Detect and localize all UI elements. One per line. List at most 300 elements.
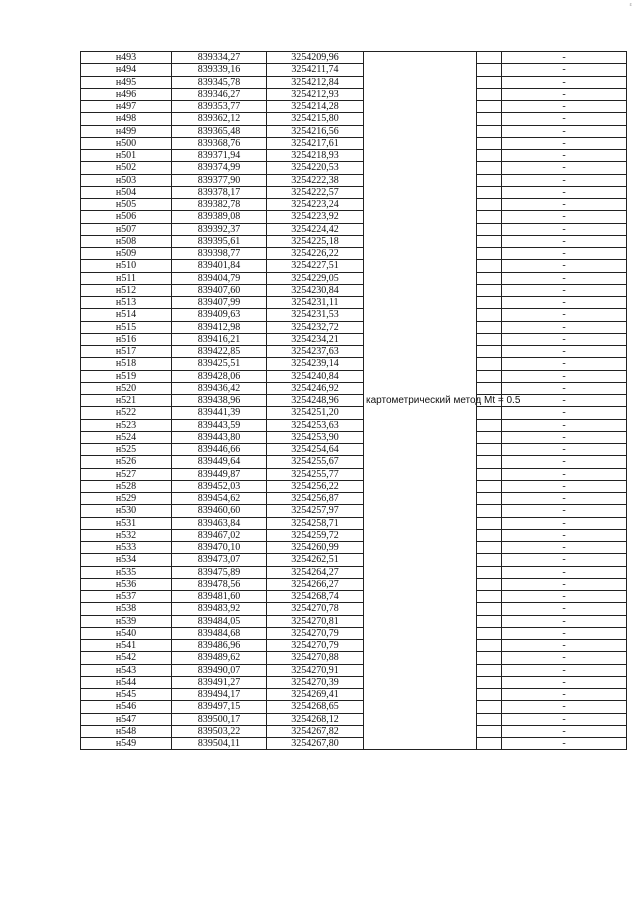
x-coordinate-cell: 839412,98 xyxy=(172,321,267,333)
blank-cell xyxy=(477,174,502,186)
blank-cell xyxy=(477,468,502,480)
table-row xyxy=(81,689,627,701)
x-coordinate-cell: 839454,62 xyxy=(172,493,267,505)
point-name-cell: н509 xyxy=(81,248,172,260)
table-row xyxy=(81,211,627,223)
table-row xyxy=(81,591,627,603)
table-row xyxy=(81,456,627,468)
x-coordinate-cell: 839407,60 xyxy=(172,284,267,296)
blank-cell xyxy=(477,407,502,419)
y-coordinate-cell: 3254237,63 xyxy=(267,346,364,358)
y-coordinate-cell: 3254217,61 xyxy=(267,137,364,149)
accuracy-cell: - xyxy=(502,125,627,137)
accuracy-cell: - xyxy=(502,689,627,701)
table-row xyxy=(81,321,627,333)
table-row xyxy=(81,223,627,235)
y-coordinate-cell: 3254270,88 xyxy=(267,652,364,664)
y-coordinate-cell: 3254218,93 xyxy=(267,150,364,162)
y-coordinate-cell: 3254253,63 xyxy=(267,419,364,431)
accuracy-cell: - xyxy=(502,529,627,541)
table-row xyxy=(81,627,627,639)
point-name-cell: н538 xyxy=(81,603,172,615)
accuracy-cell: - xyxy=(502,76,627,88)
table-row xyxy=(81,260,627,272)
accuracy-cell: - xyxy=(502,640,627,652)
blank-cell xyxy=(477,591,502,603)
x-coordinate-cell: 839470,10 xyxy=(172,542,267,554)
blank-cell xyxy=(477,223,502,235)
y-coordinate-cell: 3254270,79 xyxy=(267,627,364,639)
blank-cell xyxy=(477,689,502,701)
y-coordinate-cell: 3254254,64 xyxy=(267,444,364,456)
accuracy-cell: - xyxy=(502,370,627,382)
point-name-cell: н515 xyxy=(81,321,172,333)
accuracy-cell: - xyxy=(502,186,627,198)
table-row xyxy=(81,615,627,627)
table-row xyxy=(81,725,627,737)
table-row xyxy=(81,493,627,505)
point-name-cell: н511 xyxy=(81,272,172,284)
point-name-cell: н524 xyxy=(81,431,172,443)
y-coordinate-cell: 3254259,72 xyxy=(267,529,364,541)
table-row xyxy=(81,578,627,590)
method-cell: картометрический метод Mt = 0.5 xyxy=(364,52,477,750)
y-coordinate-cell: 3254266,27 xyxy=(267,578,364,590)
point-name-cell: н519 xyxy=(81,370,172,382)
y-coordinate-cell: 3254267,82 xyxy=(267,725,364,737)
blank-cell xyxy=(477,346,502,358)
blank-cell xyxy=(477,554,502,566)
table-row xyxy=(81,88,627,100)
accuracy-cell: - xyxy=(502,272,627,284)
blank-cell xyxy=(477,88,502,100)
point-name-cell: н528 xyxy=(81,480,172,492)
table-row xyxy=(81,664,627,676)
y-coordinate-cell: 3254230,84 xyxy=(267,284,364,296)
accuracy-cell: - xyxy=(502,162,627,174)
y-coordinate-cell: 3254223,24 xyxy=(267,199,364,211)
y-coordinate-cell: 3254270,78 xyxy=(267,603,364,615)
point-name-cell: н530 xyxy=(81,505,172,517)
y-coordinate-cell: 3254216,56 xyxy=(267,125,364,137)
y-coordinate-cell: 3254220,53 xyxy=(267,162,364,174)
x-coordinate-cell: 839409,63 xyxy=(172,309,267,321)
table-row xyxy=(81,480,627,492)
table-row xyxy=(81,248,627,260)
point-name-cell: н504 xyxy=(81,186,172,198)
accuracy-cell: - xyxy=(502,444,627,456)
y-coordinate-cell: 3254255,67 xyxy=(267,456,364,468)
point-name-cell: н525 xyxy=(81,444,172,456)
x-coordinate-cell: 839478,56 xyxy=(172,578,267,590)
x-coordinate-cell: 839486,96 xyxy=(172,640,267,652)
table-row xyxy=(81,137,627,149)
table-row xyxy=(81,517,627,529)
y-coordinate-cell: 3254223,92 xyxy=(267,211,364,223)
point-name-cell: н545 xyxy=(81,689,172,701)
blank-cell xyxy=(477,125,502,137)
accuracy-cell: - xyxy=(502,725,627,737)
accuracy-cell: - xyxy=(502,223,627,235)
x-coordinate-cell: 839378,17 xyxy=(172,186,267,198)
table-row xyxy=(81,174,627,186)
x-coordinate-cell: 839425,51 xyxy=(172,358,267,370)
x-coordinate-cell: 839503,22 xyxy=(172,725,267,737)
table-row xyxy=(81,297,627,309)
point-name-cell: н516 xyxy=(81,333,172,345)
table-row xyxy=(81,186,627,198)
y-coordinate-cell: 3254234,21 xyxy=(267,333,364,345)
y-coordinate-cell: 3254253,90 xyxy=(267,431,364,443)
blank-cell xyxy=(477,52,502,64)
y-coordinate-cell: 3254267,80 xyxy=(267,738,364,750)
blank-cell xyxy=(477,480,502,492)
y-coordinate-cell: 3254257,97 xyxy=(267,505,364,517)
blank-cell xyxy=(477,309,502,321)
blank-cell xyxy=(477,358,502,370)
accuracy-cell: - xyxy=(502,395,627,407)
table-row xyxy=(81,64,627,76)
x-coordinate-cell: 839460,60 xyxy=(172,505,267,517)
y-coordinate-cell: 3254262,51 xyxy=(267,554,364,566)
blank-cell xyxy=(477,542,502,554)
accuracy-cell: - xyxy=(502,113,627,125)
blank-cell xyxy=(477,566,502,578)
y-coordinate-cell: 3254215,80 xyxy=(267,113,364,125)
x-coordinate-cell: 839353,77 xyxy=(172,101,267,113)
accuracy-cell: - xyxy=(502,199,627,211)
x-coordinate-cell: 839473,07 xyxy=(172,554,267,566)
blank-cell xyxy=(477,76,502,88)
accuracy-cell: - xyxy=(502,52,627,64)
blank-cell xyxy=(477,186,502,198)
accuracy-cell: - xyxy=(502,137,627,149)
accuracy-cell: - xyxy=(502,382,627,394)
x-coordinate-cell: 839389,08 xyxy=(172,211,267,223)
accuracy-cell: - xyxy=(502,468,627,480)
table-row xyxy=(81,652,627,664)
table-row xyxy=(81,272,627,284)
x-coordinate-cell: 839449,87 xyxy=(172,468,267,480)
accuracy-cell: - xyxy=(502,248,627,260)
table-row xyxy=(81,529,627,541)
x-coordinate-cell: 839490,07 xyxy=(172,664,267,676)
table-row xyxy=(81,235,627,247)
x-coordinate-cell: 839382,78 xyxy=(172,199,267,211)
accuracy-cell: - xyxy=(502,260,627,272)
coordinates-table-body xyxy=(81,52,627,750)
accuracy-cell: - xyxy=(502,358,627,370)
point-name-cell: н520 xyxy=(81,382,172,394)
blank-cell xyxy=(477,284,502,296)
point-name-cell: н499 xyxy=(81,125,172,137)
blank-cell xyxy=(477,333,502,345)
accuracy-cell: - xyxy=(502,309,627,321)
y-coordinate-cell: 3254256,22 xyxy=(267,480,364,492)
point-name-cell: н514 xyxy=(81,309,172,321)
y-coordinate-cell: 3254229,05 xyxy=(267,272,364,284)
accuracy-cell: - xyxy=(502,517,627,529)
table-row xyxy=(81,101,627,113)
point-name-cell: н540 xyxy=(81,627,172,639)
point-name-cell: н539 xyxy=(81,615,172,627)
table-row xyxy=(81,382,627,394)
x-coordinate-cell: 839368,76 xyxy=(172,137,267,149)
blank-cell xyxy=(477,640,502,652)
point-name-cell: н503 xyxy=(81,174,172,186)
point-name-cell: н547 xyxy=(81,713,172,725)
blank-cell xyxy=(477,444,502,456)
accuracy-cell: - xyxy=(502,101,627,113)
y-coordinate-cell: 3254212,93 xyxy=(267,88,364,100)
point-name-cell: н534 xyxy=(81,554,172,566)
point-name-cell: н495 xyxy=(81,76,172,88)
y-coordinate-cell: 3254227,51 xyxy=(267,260,364,272)
point-name-cell: н521 xyxy=(81,395,172,407)
blank-cell xyxy=(477,578,502,590)
accuracy-cell: - xyxy=(502,431,627,443)
point-name-cell: н502 xyxy=(81,162,172,174)
accuracy-cell: - xyxy=(502,235,627,247)
y-coordinate-cell: 3254209,96 xyxy=(267,52,364,64)
blank-cell xyxy=(477,199,502,211)
point-name-cell: н527 xyxy=(81,468,172,480)
x-coordinate-cell: 839449,64 xyxy=(172,456,267,468)
y-coordinate-cell: 3254268,74 xyxy=(267,591,364,603)
y-coordinate-cell: 3254269,41 xyxy=(267,689,364,701)
y-coordinate-cell: 3254212,84 xyxy=(267,76,364,88)
accuracy-cell: - xyxy=(502,88,627,100)
accuracy-cell: - xyxy=(502,493,627,505)
point-name-cell: н493 xyxy=(81,52,172,64)
x-coordinate-cell: 839374,99 xyxy=(172,162,267,174)
x-coordinate-cell: 839371,94 xyxy=(172,150,267,162)
point-name-cell: н513 xyxy=(81,297,172,309)
point-name-cell: н533 xyxy=(81,542,172,554)
accuracy-cell: - xyxy=(502,505,627,517)
point-name-cell: н508 xyxy=(81,235,172,247)
y-coordinate-cell: 3254260,99 xyxy=(267,542,364,554)
point-name-cell: н494 xyxy=(81,64,172,76)
x-coordinate-cell: 839365,48 xyxy=(172,125,267,137)
y-coordinate-cell: 3254270,39 xyxy=(267,676,364,688)
table-row xyxy=(81,431,627,443)
table-row xyxy=(81,370,627,382)
x-coordinate-cell: 839484,68 xyxy=(172,627,267,639)
point-name-cell: н518 xyxy=(81,358,172,370)
table-row xyxy=(81,407,627,419)
x-coordinate-cell: 839481,60 xyxy=(172,591,267,603)
point-name-cell: н537 xyxy=(81,591,172,603)
point-name-cell: н505 xyxy=(81,199,172,211)
x-coordinate-cell: 839504,11 xyxy=(172,738,267,750)
point-name-cell: н512 xyxy=(81,284,172,296)
x-coordinate-cell: 839491,27 xyxy=(172,676,267,688)
point-name-cell: н501 xyxy=(81,150,172,162)
accuracy-cell: - xyxy=(502,64,627,76)
x-coordinate-cell: 839467,02 xyxy=(172,529,267,541)
point-name-cell: н523 xyxy=(81,419,172,431)
accuracy-cell: - xyxy=(502,419,627,431)
y-coordinate-cell: 3254255,77 xyxy=(267,468,364,480)
x-coordinate-cell: 839377,90 xyxy=(172,174,267,186)
accuracy-cell: - xyxy=(502,174,627,186)
blank-cell xyxy=(477,64,502,76)
point-name-cell: н544 xyxy=(81,676,172,688)
x-coordinate-cell: 839398,77 xyxy=(172,248,267,260)
blank-cell xyxy=(477,493,502,505)
table-row xyxy=(81,419,627,431)
corner-mark: ε xyxy=(629,2,632,8)
point-name-cell: н543 xyxy=(81,664,172,676)
x-coordinate-cell: 839404,79 xyxy=(172,272,267,284)
x-coordinate-cell: 839483,92 xyxy=(172,603,267,615)
blank-cell xyxy=(477,456,502,468)
y-coordinate-cell: 3254211,74 xyxy=(267,64,364,76)
blank-cell xyxy=(477,713,502,725)
accuracy-cell: - xyxy=(502,701,627,713)
x-coordinate-cell: 839395,61 xyxy=(172,235,267,247)
accuracy-cell: - xyxy=(502,652,627,664)
x-coordinate-cell: 839489,62 xyxy=(172,652,267,664)
point-name-cell: н541 xyxy=(81,640,172,652)
table-row xyxy=(81,640,627,652)
accuracy-cell: - xyxy=(502,554,627,566)
y-coordinate-cell: 3254239,14 xyxy=(267,358,364,370)
y-coordinate-cell: 3254231,11 xyxy=(267,297,364,309)
point-name-cell: н526 xyxy=(81,456,172,468)
y-coordinate-cell: 3254240,84 xyxy=(267,370,364,382)
blank-cell xyxy=(477,627,502,639)
y-coordinate-cell: 3254270,79 xyxy=(267,640,364,652)
x-coordinate-cell: 839452,03 xyxy=(172,480,267,492)
x-coordinate-cell: 839428,06 xyxy=(172,370,267,382)
point-name-cell: н536 xyxy=(81,578,172,590)
blank-cell xyxy=(477,725,502,737)
point-name-cell: н500 xyxy=(81,137,172,149)
x-coordinate-cell: 839475,89 xyxy=(172,566,267,578)
table-row xyxy=(81,603,627,615)
y-coordinate-cell: 3254248,96 xyxy=(267,395,364,407)
accuracy-cell: - xyxy=(502,542,627,554)
y-coordinate-cell: 3254256,87 xyxy=(267,493,364,505)
accuracy-cell: - xyxy=(502,456,627,468)
blank-cell xyxy=(477,321,502,333)
table-row xyxy=(81,125,627,137)
accuracy-cell: - xyxy=(502,738,627,750)
accuracy-cell: - xyxy=(502,566,627,578)
table-row xyxy=(81,554,627,566)
y-coordinate-cell: 3254251,20 xyxy=(267,407,364,419)
table-row xyxy=(81,76,627,88)
x-coordinate-cell: 839401,84 xyxy=(172,260,267,272)
point-name-cell: н549 xyxy=(81,738,172,750)
point-name-cell: н546 xyxy=(81,701,172,713)
point-name-cell: н529 xyxy=(81,493,172,505)
point-name-cell: н510 xyxy=(81,260,172,272)
blank-cell xyxy=(477,517,502,529)
blank-cell xyxy=(477,431,502,443)
y-coordinate-cell: 3254222,57 xyxy=(267,186,364,198)
table-row xyxy=(81,444,627,456)
accuracy-cell: - xyxy=(502,664,627,676)
table-row xyxy=(81,713,627,725)
x-coordinate-cell: 839345,78 xyxy=(172,76,267,88)
x-coordinate-cell: 839443,59 xyxy=(172,419,267,431)
y-coordinate-cell: 3254224,42 xyxy=(267,223,364,235)
point-name-cell: н531 xyxy=(81,517,172,529)
x-coordinate-cell: 839416,21 xyxy=(172,333,267,345)
blank-cell xyxy=(477,113,502,125)
y-coordinate-cell: 3254270,81 xyxy=(267,615,364,627)
x-coordinate-cell: 839494,17 xyxy=(172,689,267,701)
blank-cell xyxy=(477,652,502,664)
point-name-cell: н498 xyxy=(81,113,172,125)
blank-cell xyxy=(477,529,502,541)
blank-cell xyxy=(477,211,502,223)
y-coordinate-cell: 3254214,28 xyxy=(267,101,364,113)
point-name-cell: н497 xyxy=(81,101,172,113)
table-row xyxy=(81,738,627,750)
blank-cell xyxy=(477,248,502,260)
y-coordinate-cell: 3254231,53 xyxy=(267,309,364,321)
x-coordinate-cell: 839438,96 xyxy=(172,395,267,407)
accuracy-cell: - xyxy=(502,603,627,615)
table-row xyxy=(81,566,627,578)
blank-cell xyxy=(477,505,502,517)
y-coordinate-cell: 3254258,71 xyxy=(267,517,364,529)
point-name-cell: н507 xyxy=(81,223,172,235)
accuracy-cell: - xyxy=(502,407,627,419)
y-coordinate-cell: 3254246,92 xyxy=(267,382,364,394)
blank-cell xyxy=(477,676,502,688)
table-row xyxy=(81,309,627,321)
x-coordinate-cell: 839446,66 xyxy=(172,444,267,456)
y-coordinate-cell: 3254226,22 xyxy=(267,248,364,260)
x-coordinate-cell: 839500,17 xyxy=(172,713,267,725)
x-coordinate-cell: 839422,85 xyxy=(172,346,267,358)
table-row xyxy=(81,333,627,345)
x-coordinate-cell: 839463,84 xyxy=(172,517,267,529)
blank-cell xyxy=(477,150,502,162)
x-coordinate-cell: 839407,99 xyxy=(172,297,267,309)
accuracy-cell: - xyxy=(502,713,627,725)
table-row xyxy=(81,199,627,211)
x-coordinate-cell: 839334,27 xyxy=(172,52,267,64)
table-row xyxy=(81,150,627,162)
y-coordinate-cell: 3254270,91 xyxy=(267,664,364,676)
table-row xyxy=(81,162,627,174)
y-coordinate-cell: 3254268,12 xyxy=(267,713,364,725)
table-row xyxy=(81,358,627,370)
blank-cell xyxy=(477,101,502,113)
blank-cell xyxy=(477,235,502,247)
table-row xyxy=(81,395,627,407)
x-coordinate-cell: 839339,16 xyxy=(172,64,267,76)
blank-cell xyxy=(477,137,502,149)
blank-cell xyxy=(477,738,502,750)
point-name-cell: н532 xyxy=(81,529,172,541)
x-coordinate-cell: 839362,12 xyxy=(172,113,267,125)
accuracy-cell: - xyxy=(502,150,627,162)
blank-cell xyxy=(477,664,502,676)
accuracy-cell: - xyxy=(502,480,627,492)
blank-cell xyxy=(477,272,502,284)
y-coordinate-cell: 3254222,38 xyxy=(267,174,364,186)
point-name-cell: н506 xyxy=(81,211,172,223)
x-coordinate-cell: 839443,80 xyxy=(172,431,267,443)
table-row xyxy=(81,676,627,688)
